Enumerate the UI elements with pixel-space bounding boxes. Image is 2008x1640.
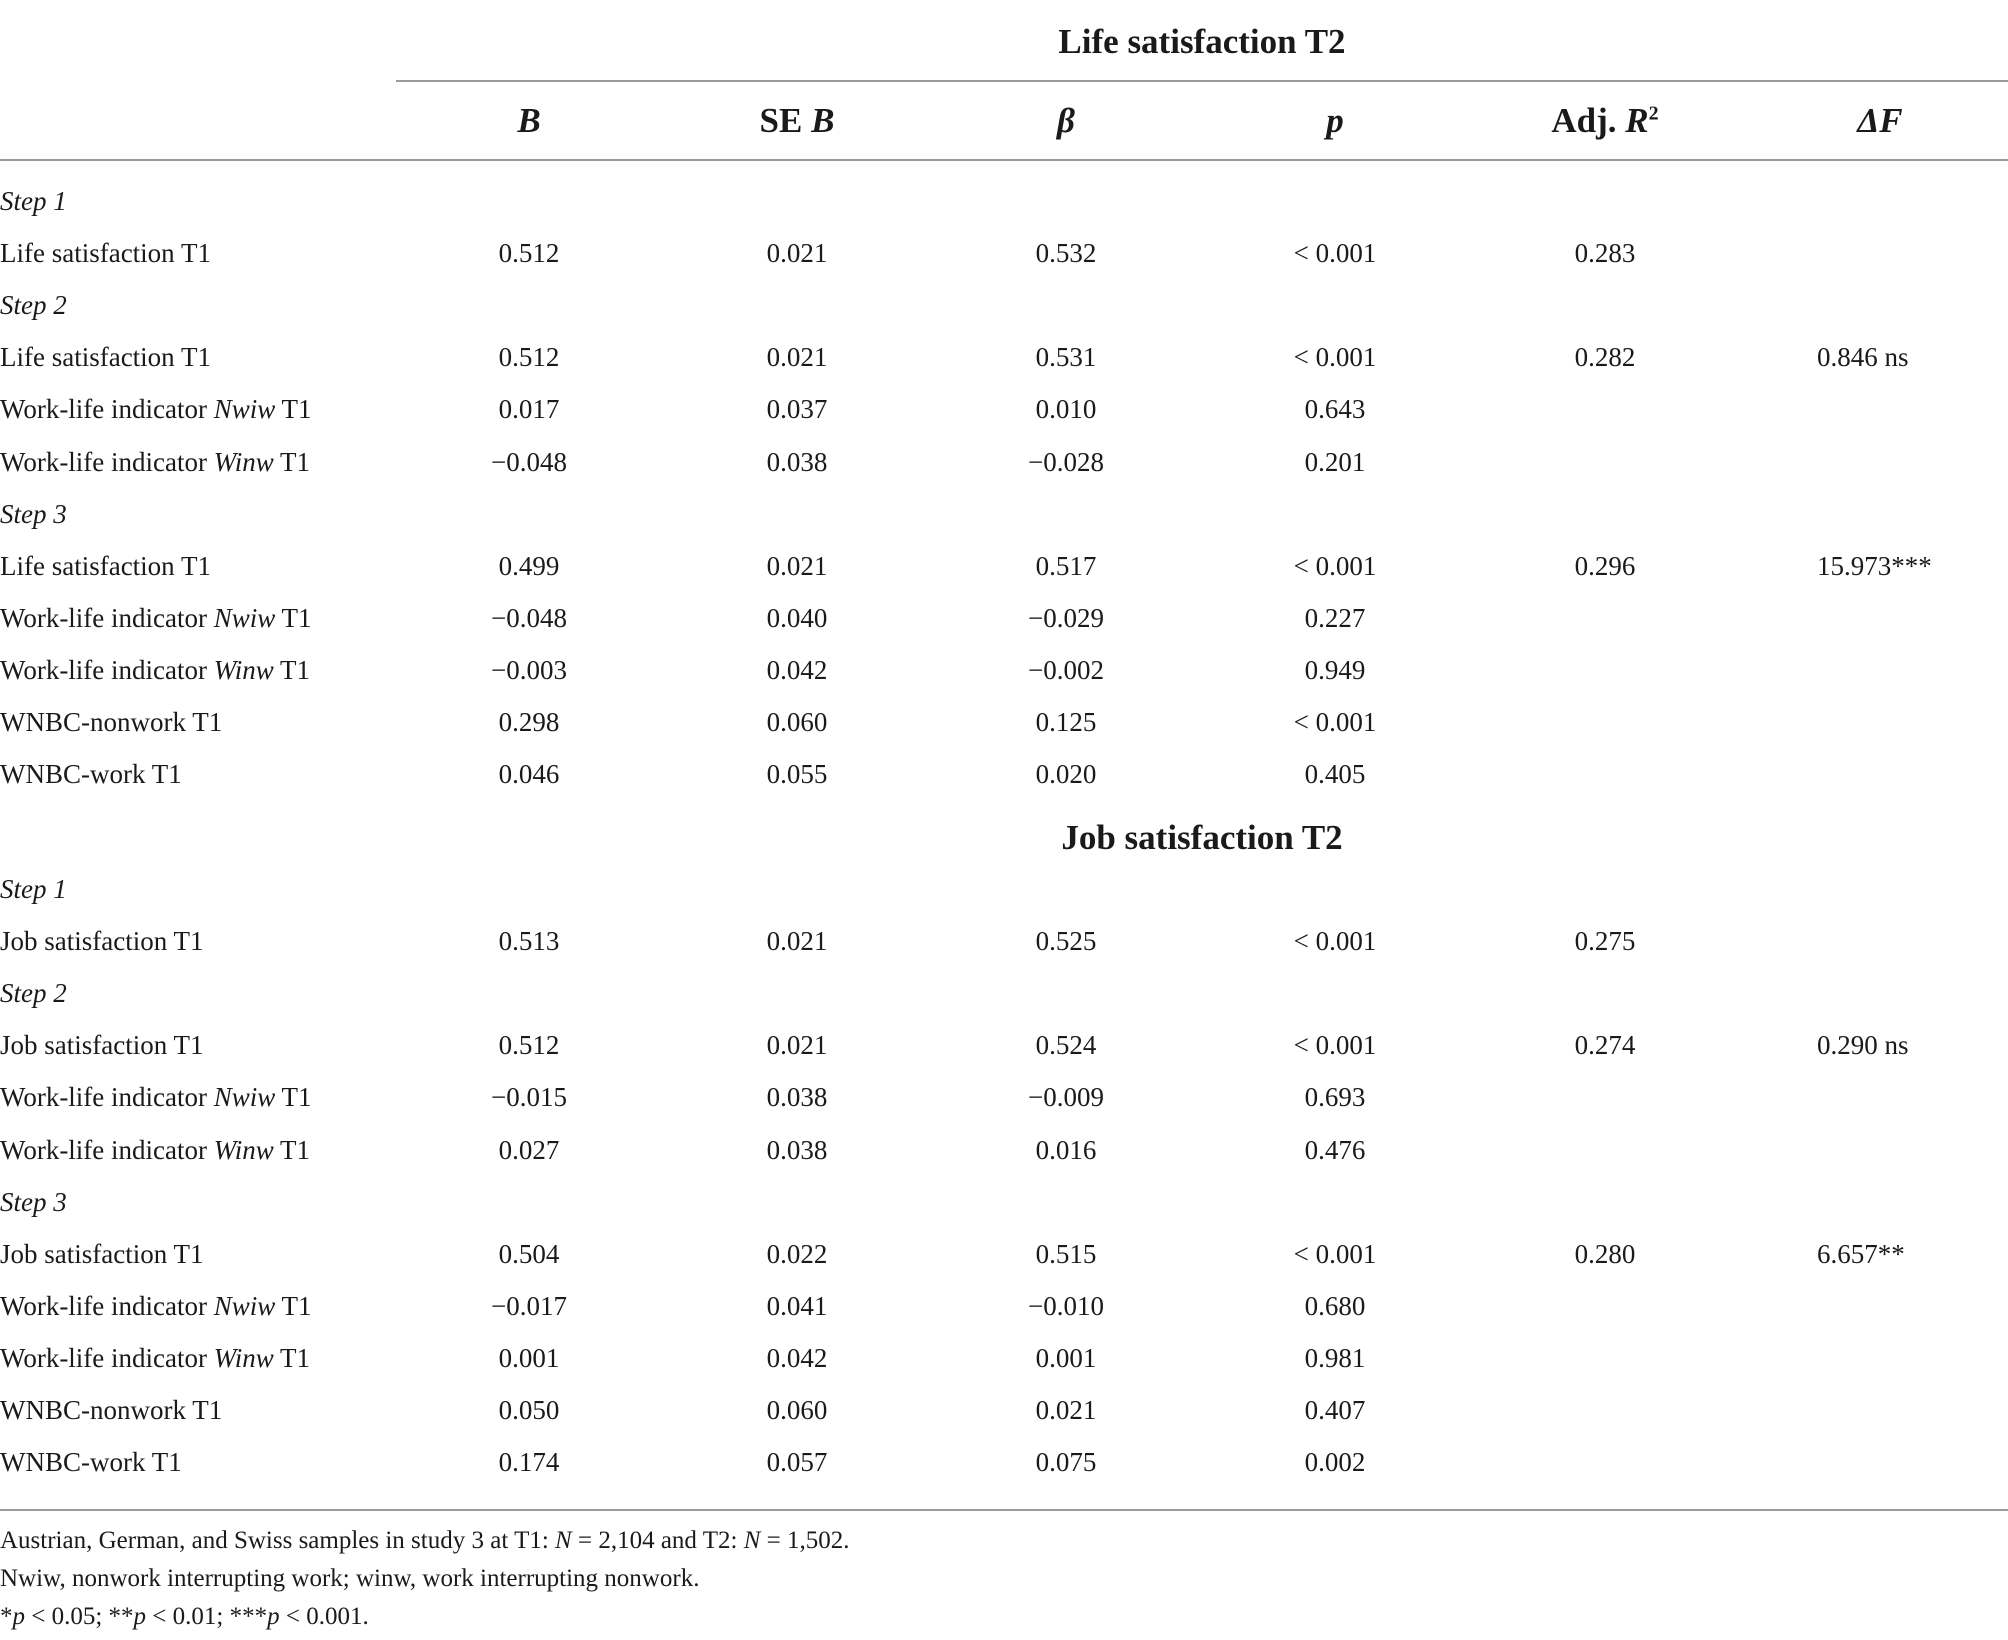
row-label: Job satisfaction T1 — [0, 1030, 204, 1060]
cell-beta: −0.028 — [1028, 447, 1104, 477]
note-sample-sizes: Austrian, German, and Swiss samples in study 3 at T1: N = 2,104 and T2: N = 1,502. — [0, 1527, 850, 1554]
cell-se: 0.038 — [766, 1135, 828, 1165]
cell-p: 0.405 — [1304, 759, 1366, 789]
cell-b: −0.015 — [491, 1082, 567, 1112]
cell-b: 0.017 — [498, 394, 560, 424]
cell-se: 0.021 — [766, 926, 828, 956]
step-label: Step 2 — [0, 290, 67, 320]
cell-delta-f: 0.290 ns — [1817, 1030, 1909, 1060]
cell-adjr2: 0.275 — [1574, 926, 1636, 956]
row-label: Work-life indicator Winw T1 — [0, 1135, 311, 1165]
cell-beta: 0.001 — [1035, 1343, 1097, 1373]
cell-p: < 0.001 — [1293, 707, 1377, 737]
cell-se: 0.038 — [766, 1082, 828, 1112]
cell-beta: 0.016 — [1035, 1135, 1097, 1165]
column-header-se-b: SE B — [759, 101, 835, 140]
cell-b: 0.027 — [498, 1135, 560, 1165]
cell-se: 0.021 — [766, 1030, 828, 1060]
cell-beta: 0.524 — [1035, 1030, 1097, 1060]
cell-b: 0.001 — [498, 1343, 560, 1373]
cell-b: 0.504 — [498, 1239, 560, 1269]
step-label: Step 3 — [0, 499, 67, 529]
cell-b: −0.048 — [491, 447, 567, 477]
section-title-job-satisfaction: Job satisfaction T2 — [1061, 818, 1343, 857]
cell-beta: 0.125 — [1035, 707, 1097, 737]
column-header-beta: β — [1057, 101, 1075, 140]
cell-b: −0.003 — [491, 655, 567, 685]
cell-se: 0.040 — [766, 603, 828, 633]
cell-beta: −0.010 — [1028, 1291, 1104, 1321]
row-label: Work-life indicator Winw T1 — [0, 447, 311, 477]
note-abbreviations: Nwiw, nonwork interrupting work; winw, work interrupting nonwork. — [0, 1565, 700, 1592]
cell-se: 0.060 — [766, 1395, 828, 1425]
row-label: Work-life indicator Winw T1 — [0, 1343, 311, 1373]
header-rule — [0, 159, 2008, 161]
row-label: Work-life indicator Nwiw T1 — [0, 394, 312, 424]
step-label: Step 2 — [0, 978, 67, 1008]
cell-se: 0.060 — [766, 707, 828, 737]
row-label: Life satisfaction T1 — [0, 551, 211, 581]
cell-p: < 0.001 — [1293, 1239, 1377, 1269]
cell-b: 0.512 — [498, 342, 560, 372]
cell-se: 0.041 — [766, 1291, 828, 1321]
cell-p: 0.407 — [1304, 1395, 1366, 1425]
cell-beta: −0.009 — [1028, 1082, 1104, 1112]
cell-b: −0.048 — [491, 603, 567, 633]
cell-se: 0.038 — [766, 447, 828, 477]
cell-beta: 0.515 — [1035, 1239, 1097, 1269]
cell-beta: 0.532 — [1035, 238, 1097, 268]
cell-b: 0.298 — [498, 707, 560, 737]
cell-beta: 0.517 — [1035, 551, 1097, 581]
cell-beta: 0.525 — [1035, 926, 1097, 956]
row-label: Life satisfaction T1 — [0, 342, 211, 372]
cell-adjr2: 0.283 — [1574, 238, 1636, 268]
step-label: Step 1 — [0, 186, 67, 216]
cell-beta: −0.029 — [1028, 603, 1104, 633]
cell-se: 0.021 — [766, 342, 828, 372]
row-label: Work-life indicator Nwiw T1 — [0, 1291, 312, 1321]
cell-beta: 0.531 — [1035, 342, 1097, 372]
cell-b: 0.512 — [498, 238, 560, 268]
cell-b: 0.174 — [498, 1447, 560, 1477]
cell-se: 0.022 — [766, 1239, 828, 1269]
cell-p: 0.002 — [1304, 1447, 1366, 1477]
cell-p: 0.949 — [1304, 655, 1366, 685]
cell-adjr2: 0.296 — [1574, 551, 1636, 581]
column-header-p: p — [1326, 101, 1344, 140]
cell-b: 0.512 — [498, 1030, 560, 1060]
cell-b: 0.513 — [498, 926, 560, 956]
row-label: WNBC-nonwork T1 — [0, 707, 223, 737]
row-label: Job satisfaction T1 — [0, 1239, 204, 1269]
section-title-life-satisfaction: Life satisfaction T2 — [1058, 22, 1346, 61]
bottom-rule — [0, 1509, 2008, 1511]
column-header-adj-r2: Adj. $R^2$ — [1551, 101, 1659, 140]
cell-p: 0.643 — [1304, 394, 1366, 424]
row-label: WNBC-nonwork T1 — [0, 1395, 223, 1425]
step-label: Step 3 — [0, 1187, 67, 1217]
cell-se: 0.021 — [766, 551, 828, 581]
cell-se: 0.037 — [766, 394, 828, 424]
cell-p: 0.693 — [1304, 1082, 1366, 1112]
row-label: Job satisfaction T1 — [0, 926, 204, 956]
cell-p: 0.201 — [1304, 447, 1366, 477]
cell-beta: 0.021 — [1035, 1395, 1097, 1425]
cell-adjr2: 0.274 — [1574, 1030, 1636, 1060]
row-label: WNBC-work T1 — [0, 1447, 182, 1477]
cell-p: 0.981 — [1304, 1343, 1366, 1373]
cell-b: 0.499 — [498, 551, 560, 581]
cell-se: 0.055 — [766, 759, 828, 789]
cell-beta: −0.002 — [1028, 655, 1104, 685]
cell-delta-f: 15.973*** — [1817, 551, 1932, 581]
cell-beta: 0.075 — [1035, 1447, 1097, 1477]
cell-p: < 0.001 — [1293, 1030, 1377, 1060]
step-label: Step 1 — [0, 874, 67, 904]
cell-p: < 0.001 — [1293, 238, 1377, 268]
cell-p: 0.680 — [1304, 1291, 1366, 1321]
row-label: WNBC-work T1 — [0, 759, 182, 789]
cell-delta-f: 6.657** — [1817, 1239, 1905, 1269]
cell-beta: 0.010 — [1035, 394, 1097, 424]
row-label: Life satisfaction T1 — [0, 238, 211, 268]
cell-b: 0.050 — [498, 1395, 560, 1425]
title-underline — [396, 80, 2008, 82]
cell-p: < 0.001 — [1293, 926, 1377, 956]
cell-delta-f: 0.846 ns — [1817, 342, 1909, 372]
cell-adjr2: 0.280 — [1574, 1239, 1636, 1269]
cell-se: 0.042 — [766, 1343, 828, 1373]
cell-b: −0.017 — [491, 1291, 567, 1321]
column-header-delta-f: ΔF — [1857, 101, 1903, 140]
row-label: Work-life indicator Nwiw T1 — [0, 603, 312, 633]
cell-se: 0.042 — [766, 655, 828, 685]
row-label: Work-life indicator Winw T1 — [0, 655, 311, 685]
cell-beta: 0.020 — [1035, 759, 1097, 789]
cell-adjr2: 0.282 — [1574, 342, 1636, 372]
cell-p: < 0.001 — [1293, 342, 1377, 372]
cell-p: < 0.001 — [1293, 551, 1377, 581]
cell-p: 0.476 — [1304, 1135, 1366, 1165]
note-significance: *p < 0.05; **p < 0.01; ***p < 0.001. — [0, 1603, 369, 1630]
cell-p: 0.227 — [1304, 603, 1366, 633]
cell-se: 0.057 — [766, 1447, 828, 1477]
cell-b: 0.046 — [498, 759, 560, 789]
row-label: Work-life indicator Nwiw T1 — [0, 1082, 312, 1112]
column-header-b: B — [517, 101, 541, 140]
cell-se: 0.021 — [766, 238, 828, 268]
